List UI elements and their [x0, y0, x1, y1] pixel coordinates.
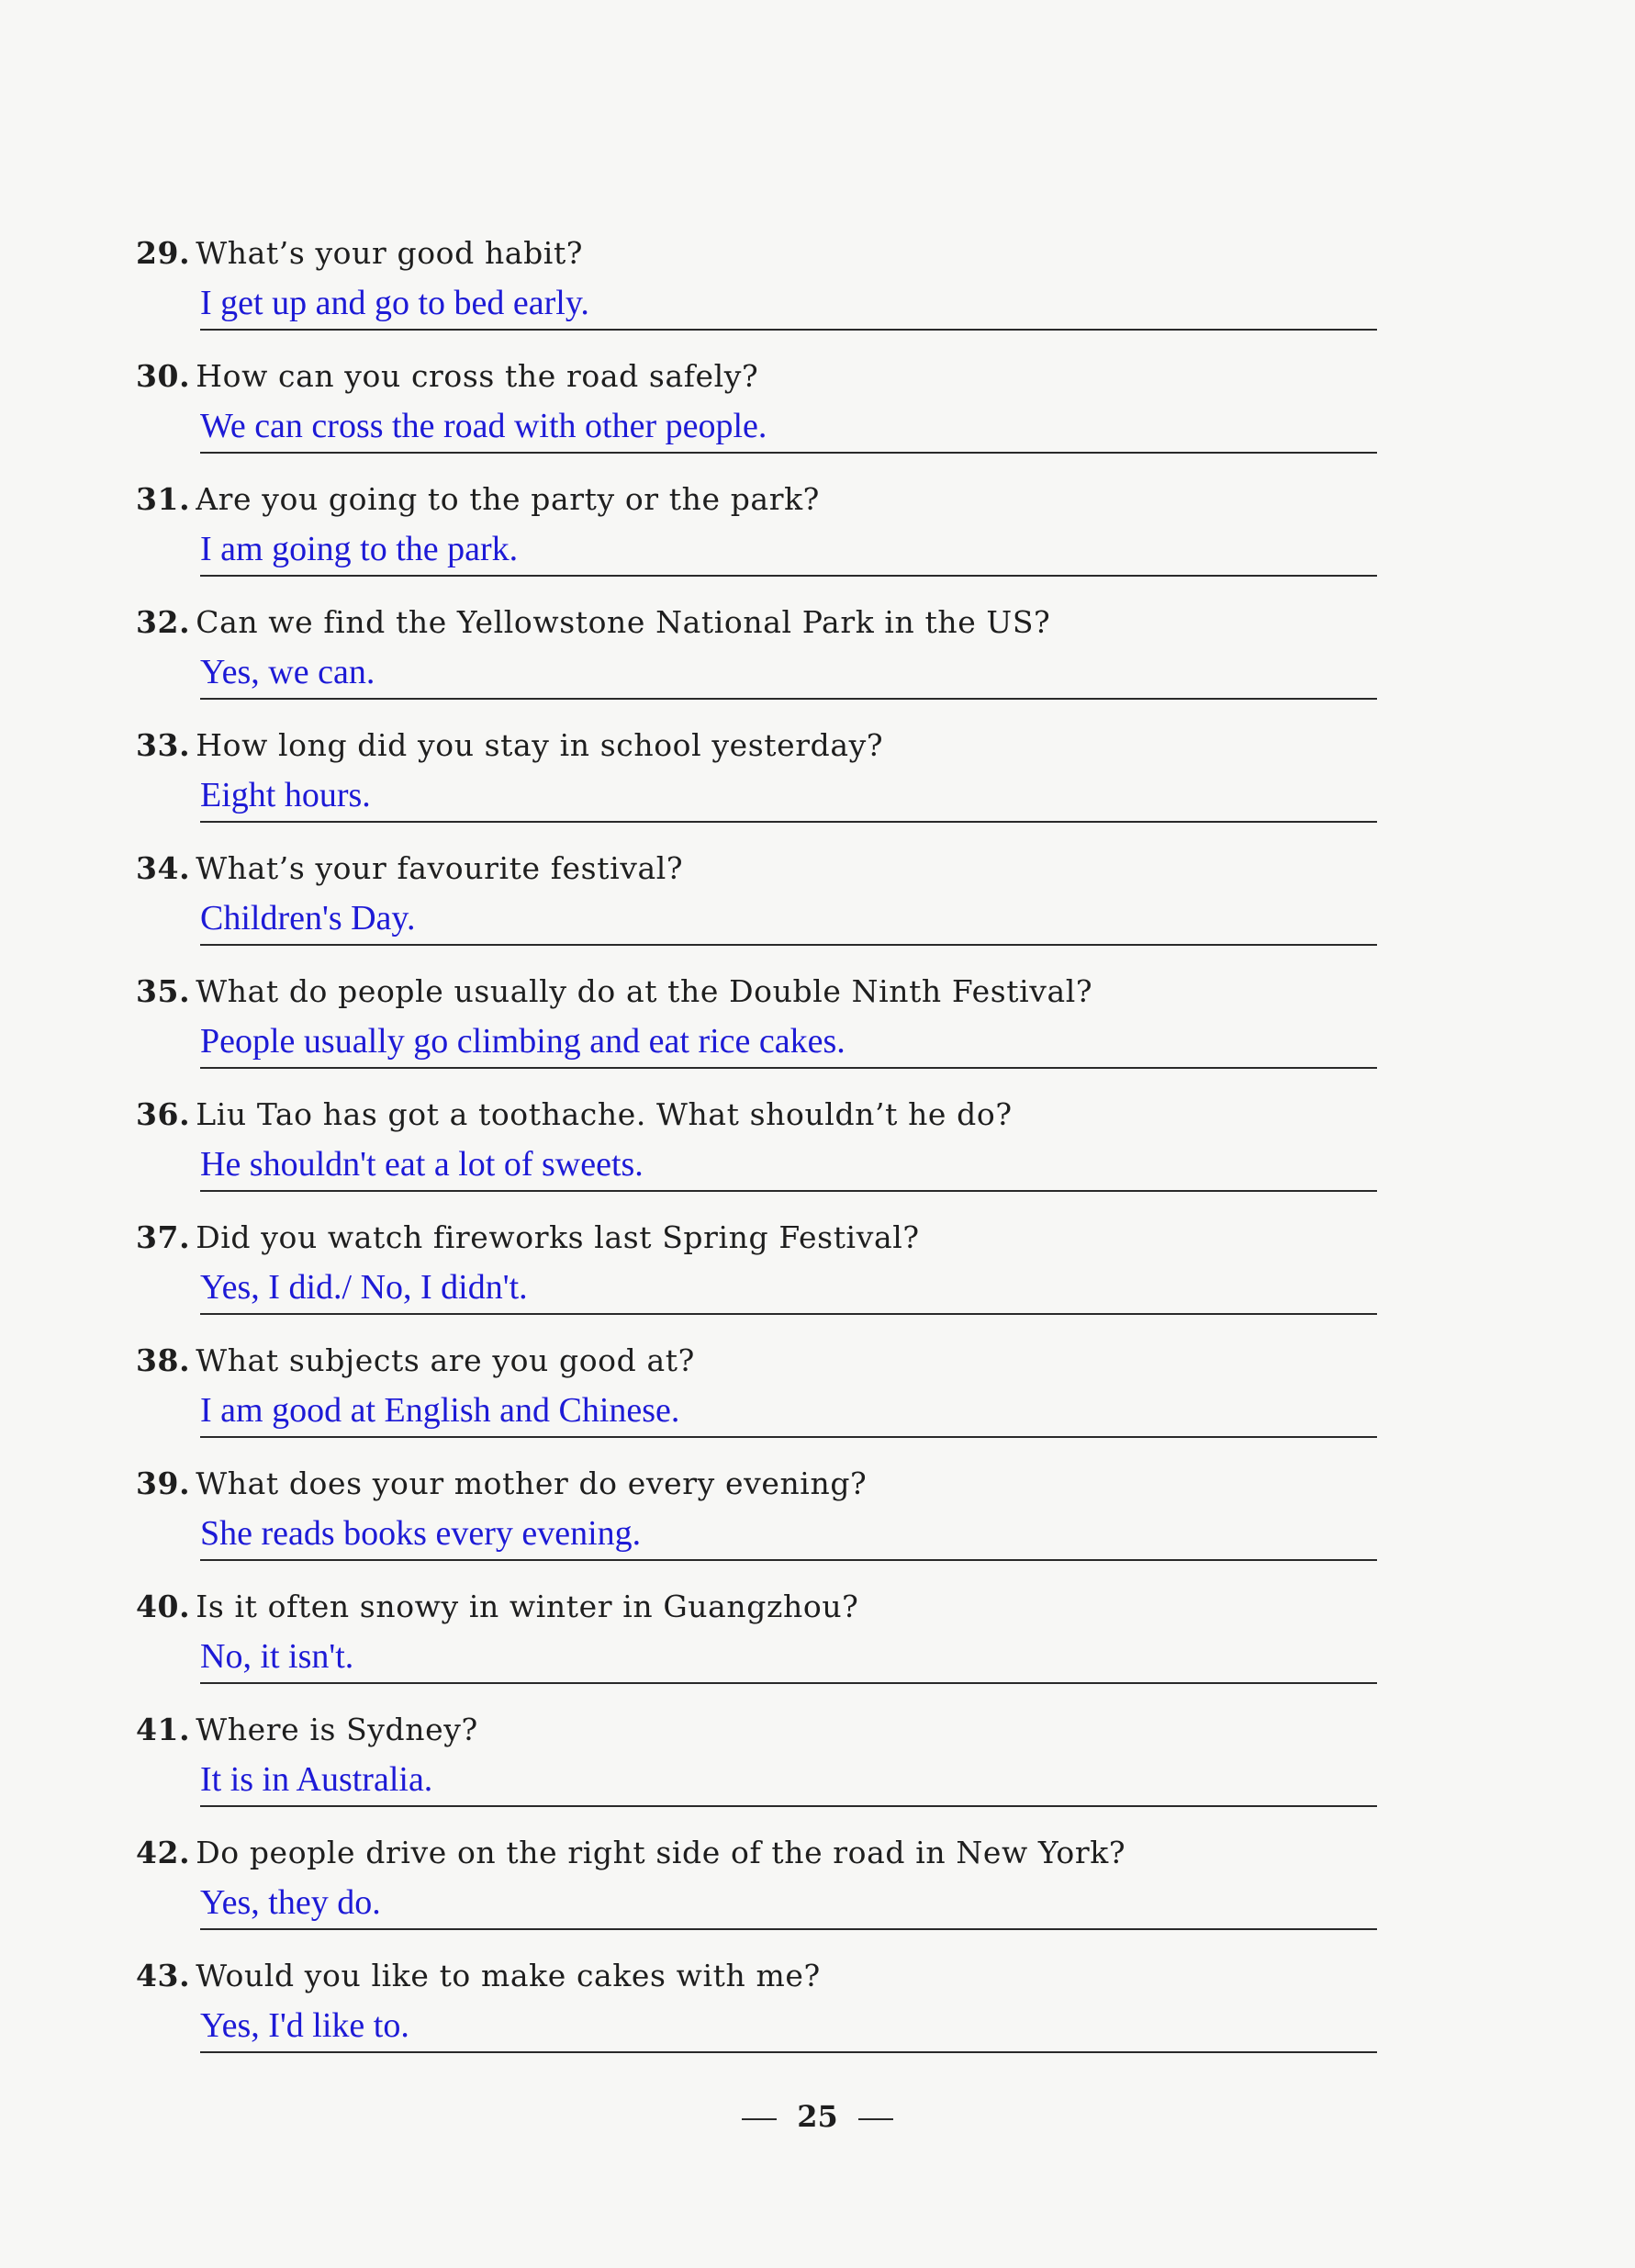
- question-body: What’s your favourite festival?: [196, 850, 684, 886]
- question-text: [136, 1342, 695, 1378]
- footer-dash-right: [858, 2118, 893, 2120]
- question-item: [136, 1835, 1377, 1958]
- question-text: [136, 1712, 478, 1747]
- question-body: How can you cross the road safely?: [196, 358, 759, 394]
- answer-line: [200, 1436, 1377, 1438]
- question-item: [136, 1096, 1377, 1219]
- question-number: 35.: [136, 973, 191, 1009]
- question-body: What’s your good habit?: [196, 235, 584, 271]
- question-text: [136, 604, 1050, 640]
- footer-dash-left: [742, 2118, 777, 2120]
- question-text: [136, 727, 883, 763]
- answer-line: [200, 1682, 1377, 1684]
- question-body: Would you like to make cakes with me?: [196, 1958, 821, 1993]
- answer-text: People usually go climbing and eat rice cakes.: [200, 1022, 845, 1061]
- page-number: 25: [797, 2099, 838, 2134]
- question-body: What subjects are you good at?: [196, 1342, 695, 1378]
- question-text: [136, 358, 758, 394]
- answer-text: Yes, I'd like to.: [200, 2006, 409, 2045]
- page-footer: [0, 2099, 1635, 2134]
- question-text: [136, 235, 583, 271]
- answer-text: Children's Day.: [200, 899, 416, 938]
- answer-line: [200, 698, 1377, 700]
- question-number: 39.: [136, 1465, 191, 1501]
- question-body: Did you watch fireworks last Spring Festival?: [196, 1219, 920, 1255]
- question-item: [136, 850, 1377, 973]
- answer-line: [200, 452, 1377, 454]
- question-item: [136, 358, 1377, 481]
- question-text: [136, 1096, 1013, 1132]
- question-number: 40.: [136, 1589, 191, 1624]
- answer-text: She reads books every evening.: [200, 1514, 642, 1553]
- question-number: 34.: [136, 850, 191, 886]
- question-number: 30.: [136, 358, 191, 394]
- answer-text: We can cross the road with other people.: [200, 407, 767, 445]
- answer-line: [200, 575, 1377, 577]
- question-body: Can we find the Yellowstone National Park in the US?: [196, 604, 1051, 640]
- question-item: [136, 1958, 1377, 2081]
- answer-line: [200, 1559, 1377, 1561]
- answer-line: [200, 821, 1377, 823]
- question-item: [136, 235, 1377, 358]
- question-number: 41.: [136, 1712, 191, 1747]
- question-number: 37.: [136, 1219, 191, 1255]
- answer-line: [200, 1313, 1377, 1315]
- answer-line: [200, 1805, 1377, 1807]
- question-number: 36.: [136, 1096, 191, 1132]
- question-item: [136, 727, 1377, 850]
- answer-text: Yes, I did./ No, I didn't.: [200, 1268, 528, 1307]
- question-number: 29.: [136, 235, 191, 271]
- question-body: Is it often snowy in winter in Guangzhou?: [196, 1589, 859, 1624]
- question-number: 32.: [136, 604, 191, 640]
- question-text: [136, 1589, 858, 1624]
- answer-text: I get up and go to bed early.: [200, 284, 589, 322]
- question-text: [136, 481, 820, 517]
- question-item: [136, 481, 1377, 604]
- answer-text: No, it isn't.: [200, 1637, 354, 1676]
- answer-text: He shouldn't eat a lot of sweets.: [200, 1145, 644, 1184]
- answer-text: It is in Australia.: [200, 1760, 433, 1799]
- answer-line: [200, 1067, 1377, 1069]
- question-item: [136, 1589, 1377, 1712]
- question-text: [136, 1465, 867, 1501]
- question-text: [136, 1219, 920, 1255]
- question-number: 33.: [136, 727, 191, 763]
- question-item: [136, 604, 1377, 727]
- question-text: [136, 973, 1092, 1009]
- question-number: 31.: [136, 481, 191, 517]
- question-body: Do people drive on the right side of the road in New York?: [196, 1835, 1126, 1870]
- question-item: [136, 1219, 1377, 1342]
- question-body: What do people usually do at the Double Ninth Festival?: [196, 973, 1093, 1009]
- question-text: [136, 1958, 821, 1993]
- question-item: [136, 973, 1377, 1096]
- question-body: Are you going to the party or the park?: [196, 481, 820, 517]
- question-number: 42.: [136, 1835, 191, 1870]
- answer-line: [200, 944, 1377, 946]
- question-body: Liu Tao has got a toothache. What shouldn’t he do?: [196, 1096, 1013, 1132]
- answer-line: [200, 1190, 1377, 1192]
- answer-line: [200, 1928, 1377, 1930]
- question-number: 43.: [136, 1958, 191, 1993]
- question-item: [136, 1712, 1377, 1835]
- question-body: Where is Sydney?: [196, 1712, 478, 1747]
- question-item: [136, 1342, 1377, 1465]
- answer-text: Yes, they do.: [200, 1883, 381, 1922]
- answer-text: Eight hours.: [200, 776, 371, 814]
- question-number: 38.: [136, 1342, 191, 1378]
- answer-line: [200, 329, 1377, 331]
- question-text: [136, 850, 683, 886]
- question-body: What does your mother do every evening?: [196, 1465, 868, 1501]
- answer-text: I am good at English and Chinese.: [200, 1391, 680, 1430]
- answer-text: Yes, we can.: [200, 653, 375, 691]
- question-text: [136, 1835, 1125, 1870]
- question-body: How long did you stay in school yesterday?: [196, 727, 884, 763]
- answer-line: [200, 2051, 1377, 2053]
- answer-text: I am going to the park.: [200, 530, 519, 568]
- question-item: [136, 1465, 1377, 1589]
